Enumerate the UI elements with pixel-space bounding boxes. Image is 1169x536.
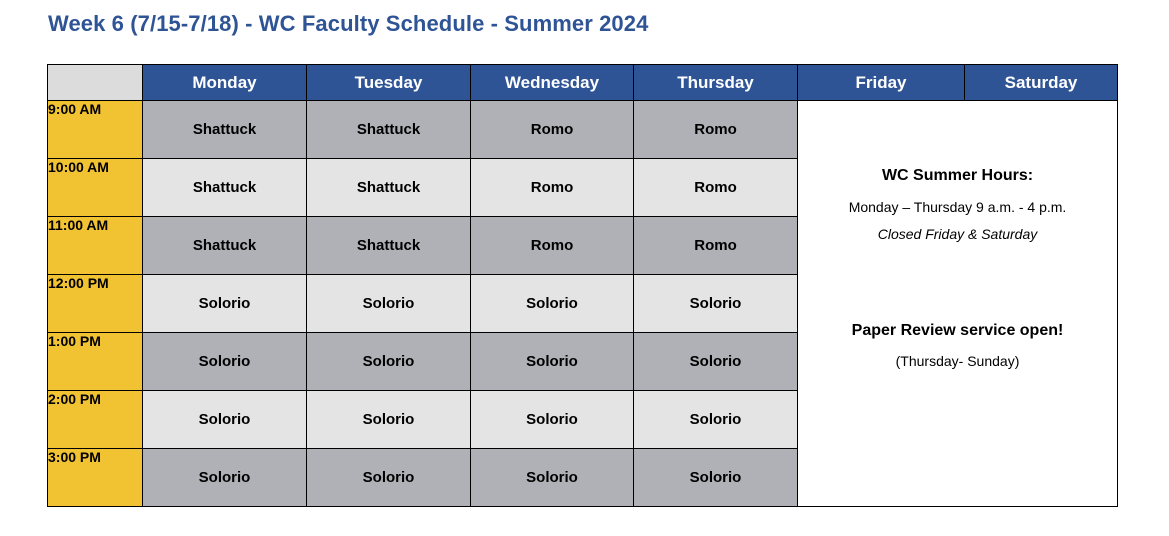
day-header-wednesday: Wednesday	[471, 65, 634, 101]
schedule-cell: Romo	[634, 217, 798, 275]
header-row	[48, 65, 1118, 101]
corner-cell	[48, 65, 143, 101]
day-header-monday: Monday	[143, 65, 307, 101]
schedule-cell: Solorio	[634, 449, 798, 507]
schedule-cell: Romo	[471, 217, 634, 275]
day-header-saturday: Saturday	[965, 65, 1118, 101]
schedule-cell: Solorio	[471, 391, 634, 449]
summer-hours-title: WC Summer Hours:	[881, 167, 1034, 184]
schedule-cell: Romo	[634, 159, 798, 217]
schedule-cell: Shattuck	[307, 101, 471, 159]
schedule-cell: Solorio	[307, 333, 471, 391]
schedule-cell: Solorio	[307, 275, 471, 333]
page-title: Week 6 (7/15-7/18) - WC Faculty Schedule - Summer 2024	[48, 11, 649, 36]
schedule-cell: Solorio	[634, 275, 798, 333]
closed-days-note: Closed Friday & Saturday	[877, 226, 1038, 242]
day-header-thursday: Thursday	[634, 65, 798, 101]
schedule-cell: Shattuck	[307, 159, 471, 217]
schedule-cell: Solorio	[307, 391, 471, 449]
schedule-cell: Solorio	[143, 391, 307, 449]
time-label: 10:00 AM	[48, 159, 143, 217]
day-header-tuesday: Tuesday	[307, 65, 471, 101]
schedule-cell: Shattuck	[307, 217, 471, 275]
schedule-cell: Solorio	[471, 333, 634, 391]
table-row	[48, 101, 1118, 159]
schedule-cell: Romo	[471, 159, 634, 217]
schedule-cell: Romo	[634, 101, 798, 159]
schedule-cell: Solorio	[143, 333, 307, 391]
schedule-cell: Solorio	[307, 449, 471, 507]
hours-info-panel	[798, 101, 1118, 507]
schedule-cell: Solorio	[143, 275, 307, 333]
summer-hours-line: Monday – Thursday 9 a.m. - 4 p.m.	[848, 199, 1067, 215]
time-label: 9:00 AM	[48, 101, 143, 159]
time-label: 1:00 PM	[48, 333, 143, 391]
schedule-cell: Romo	[471, 101, 634, 159]
schedule-cell: Shattuck	[143, 101, 307, 159]
time-label: 2:00 PM	[48, 391, 143, 449]
paper-review-days: (Thursday- Sunday)	[895, 353, 1020, 369]
time-label: 12:00 PM	[48, 275, 143, 333]
schedule-cell: Solorio	[634, 391, 798, 449]
schedule-cell: Solorio	[143, 449, 307, 507]
day-header-friday: Friday	[798, 65, 965, 101]
schedule-cell: Solorio	[471, 275, 634, 333]
schedule-cell: Solorio	[471, 449, 634, 507]
schedule-cell: Shattuck	[143, 159, 307, 217]
schedule-cell: Solorio	[634, 333, 798, 391]
paper-review-title: Paper Review service open!	[851, 322, 1064, 339]
time-label: 11:00 AM	[48, 217, 143, 275]
schedule-cell: Shattuck	[143, 217, 307, 275]
time-label: 3:00 PM	[48, 449, 143, 507]
schedule-table	[47, 64, 1118, 507]
